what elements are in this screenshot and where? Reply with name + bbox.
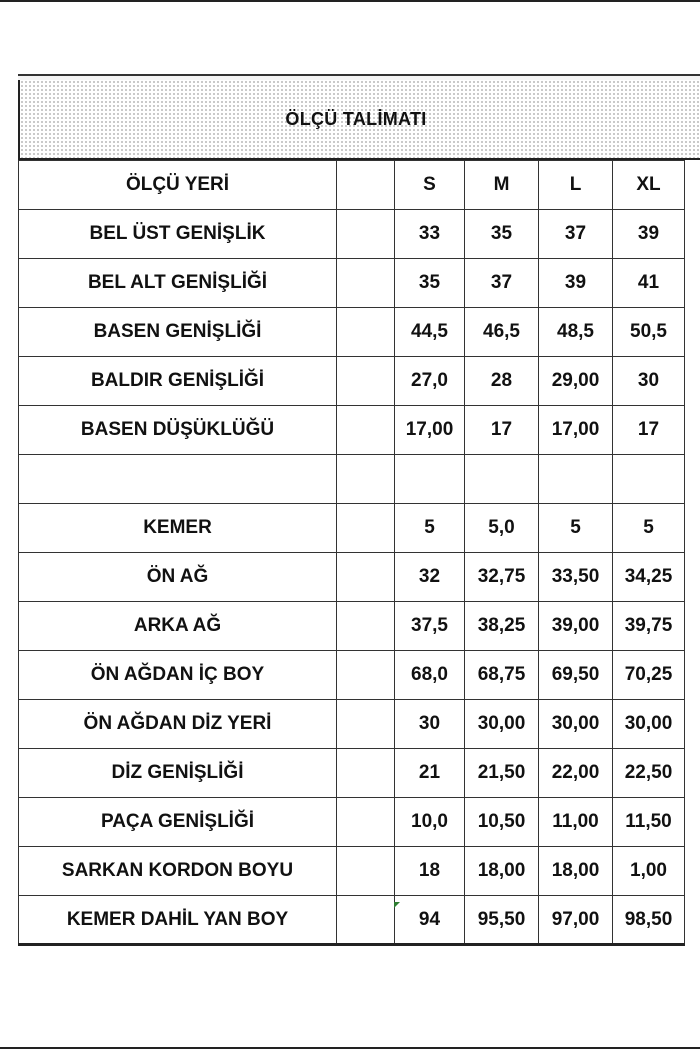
measurement-value: 44,5 bbox=[395, 308, 465, 357]
table-row bbox=[19, 700, 685, 749]
measurement-value bbox=[539, 455, 613, 504]
table-row bbox=[19, 210, 685, 259]
measurement-label bbox=[19, 455, 337, 504]
measurement-value: 68,75 bbox=[465, 651, 539, 700]
table-row bbox=[19, 406, 685, 455]
measurement-value: 37 bbox=[539, 210, 613, 259]
empty-cell bbox=[337, 161, 395, 210]
measurement-value: 35 bbox=[395, 259, 465, 308]
empty-cell bbox=[337, 504, 395, 553]
measurement-value: 95,50 bbox=[465, 896, 539, 945]
measurement-value: 29,00 bbox=[539, 357, 613, 406]
empty-cell bbox=[337, 210, 395, 259]
measurement-value: 50,5 bbox=[613, 308, 685, 357]
measurement-value: 35 bbox=[465, 210, 539, 259]
measurement-value: 27,0 bbox=[395, 357, 465, 406]
measurement-value: 5 bbox=[395, 504, 465, 553]
measurement-value bbox=[395, 455, 465, 504]
size-header: XL bbox=[613, 161, 685, 210]
measurement-value: 39,75 bbox=[613, 602, 685, 651]
measurement-value: 17,00 bbox=[395, 406, 465, 455]
measurement-value: 17,00 bbox=[539, 406, 613, 455]
measurement-value: 37,5 bbox=[395, 602, 465, 651]
empty-cell bbox=[337, 553, 395, 602]
measurement-label: KEMER DAHİL YAN BOY bbox=[19, 896, 337, 945]
size-table bbox=[18, 160, 685, 946]
measurement-value bbox=[465, 455, 539, 504]
measurement-value: 18 bbox=[395, 847, 465, 896]
top-rule bbox=[0, 0, 700, 2]
measurement-value: 28 bbox=[465, 357, 539, 406]
table-row bbox=[19, 798, 685, 847]
measurement-value: 30,00 bbox=[613, 700, 685, 749]
size-header: S bbox=[395, 161, 465, 210]
measurement-value: 38,25 bbox=[465, 602, 539, 651]
measurement-value: 34,25 bbox=[613, 553, 685, 602]
measurement-label: SARKAN KORDON BOYU bbox=[19, 847, 337, 896]
measurement-value: 21 bbox=[395, 749, 465, 798]
title-band bbox=[18, 80, 700, 160]
measurement-label: DİZ GENİŞLİĞİ bbox=[19, 749, 337, 798]
table-row bbox=[19, 357, 685, 406]
measurement-value: 39 bbox=[539, 259, 613, 308]
measurement-value: 37 bbox=[465, 259, 539, 308]
measurement-value: 30,00 bbox=[539, 700, 613, 749]
measurement-label: KEMER bbox=[19, 504, 337, 553]
empty-cell bbox=[337, 749, 395, 798]
page-title: ÖLÇÜ TALİMATI bbox=[285, 108, 427, 129]
measurement-value: 18,00 bbox=[539, 847, 613, 896]
measurement-label: BASEN GENİŞLİĞİ bbox=[19, 308, 337, 357]
measurement-value: 39 bbox=[613, 210, 685, 259]
empty-cell bbox=[337, 357, 395, 406]
measurement-value: 5 bbox=[539, 504, 613, 553]
measurement-label: ARKA AĞ bbox=[19, 602, 337, 651]
empty-cell bbox=[337, 406, 395, 455]
measurement-value: 46,5 bbox=[465, 308, 539, 357]
measurement-label: BALDIR GENİŞLİĞİ bbox=[19, 357, 337, 406]
table-row bbox=[19, 308, 685, 357]
measurement-label: BASEN DÜŞÜKLÜĞÜ bbox=[19, 406, 337, 455]
table-row bbox=[19, 553, 685, 602]
measurement-value: 98,50 bbox=[613, 896, 685, 945]
measurement-value: 11,50 bbox=[613, 798, 685, 847]
measurement-value: 68,0 bbox=[395, 651, 465, 700]
table-row bbox=[19, 651, 685, 700]
measurement-value: 17 bbox=[465, 406, 539, 455]
measurement-value: 69,50 bbox=[539, 651, 613, 700]
measurement-value: 17 bbox=[613, 406, 685, 455]
measurement-value: 10,50 bbox=[465, 798, 539, 847]
measurement-value: 18,00 bbox=[465, 847, 539, 896]
measurement-value: 41 bbox=[613, 259, 685, 308]
empty-cell bbox=[337, 798, 395, 847]
empty-cell bbox=[337, 308, 395, 357]
measurement-value: 10,0 bbox=[395, 798, 465, 847]
empty-cell bbox=[337, 847, 395, 896]
measurement-value: 11,00 bbox=[539, 798, 613, 847]
measurement-value: 30 bbox=[613, 357, 685, 406]
header-label: ÖLÇÜ YERİ bbox=[19, 161, 337, 210]
measurement-label: ÖN AĞ bbox=[19, 553, 337, 602]
measurement-value: 33,50 bbox=[539, 553, 613, 602]
measurement-label: ÖN AĞDAN İÇ BOY bbox=[19, 651, 337, 700]
table-row bbox=[19, 847, 685, 896]
measurement-value: 32,75 bbox=[465, 553, 539, 602]
empty-cell bbox=[337, 455, 395, 504]
empty-cell bbox=[337, 896, 395, 945]
measurement-value: 33 bbox=[395, 210, 465, 259]
empty-cell bbox=[337, 700, 395, 749]
header-row bbox=[19, 161, 685, 210]
measurement-label: PAÇA GENİŞLİĞİ bbox=[19, 798, 337, 847]
table-row bbox=[19, 455, 685, 504]
table-row bbox=[19, 259, 685, 308]
bottom-rule bbox=[0, 1047, 700, 1049]
measurement-value: 1,00 bbox=[613, 847, 685, 896]
table-row bbox=[19, 602, 685, 651]
table-row bbox=[19, 749, 685, 798]
measurement-value: 30 bbox=[395, 700, 465, 749]
measurement-value: 70,25 bbox=[613, 651, 685, 700]
measurement-value: 48,5 bbox=[539, 308, 613, 357]
measurement-value: 30,00 bbox=[465, 700, 539, 749]
measurement-value: 21,50 bbox=[465, 749, 539, 798]
measurement-value: 5 bbox=[613, 504, 685, 553]
empty-cell bbox=[337, 259, 395, 308]
size-header: M bbox=[465, 161, 539, 210]
measurement-value: 22,50 bbox=[613, 749, 685, 798]
size-chart-sheet bbox=[18, 74, 700, 958]
measurement-value: 97,00 bbox=[539, 896, 613, 945]
measurement-value bbox=[613, 455, 685, 504]
size-header: L bbox=[539, 161, 613, 210]
comment-marker bbox=[394, 902, 400, 908]
measurement-value: 94 bbox=[395, 896, 465, 945]
measurement-value: 22,00 bbox=[539, 749, 613, 798]
table-row bbox=[19, 504, 685, 553]
measurement-value: 5,0 bbox=[465, 504, 539, 553]
measurement-label: BEL ALT GENİŞLİĞİ bbox=[19, 259, 337, 308]
measurement-value: 39,00 bbox=[539, 602, 613, 651]
empty-cell bbox=[337, 602, 395, 651]
measurement-value: 32 bbox=[395, 553, 465, 602]
measurement-label: ÖN AĞDAN DİZ YERİ bbox=[19, 700, 337, 749]
measurement-label: BEL ÜST GENİŞLİK bbox=[19, 210, 337, 259]
empty-cell bbox=[337, 651, 395, 700]
table-row bbox=[19, 896, 685, 945]
